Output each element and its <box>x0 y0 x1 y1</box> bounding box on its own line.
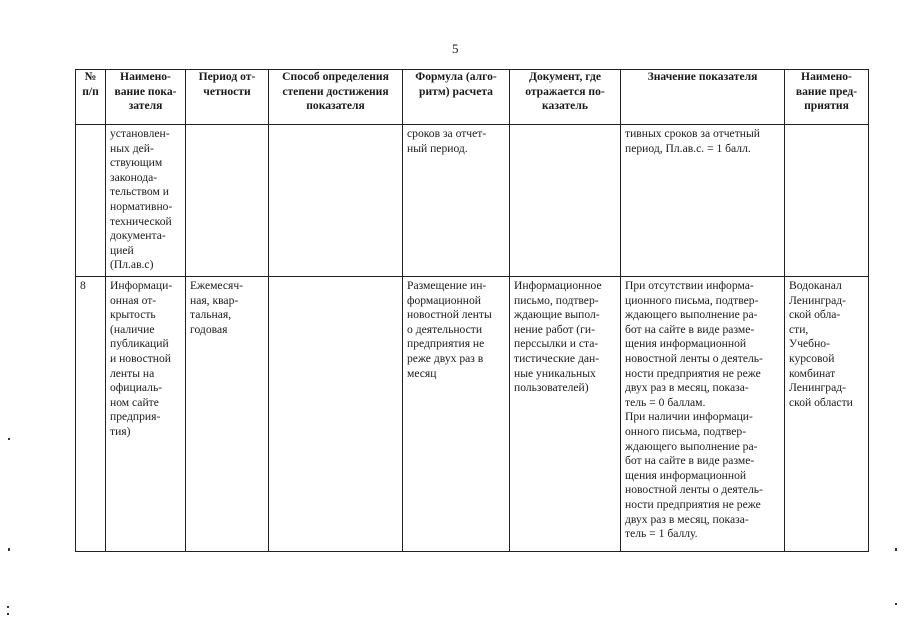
header-method: Способ определения степени достижения показателя <box>269 70 403 125</box>
cell-num <box>76 125 106 277</box>
header-num: № п/п <box>76 70 106 125</box>
cell-method <box>269 125 403 277</box>
header-formula: Формула (алго- ритм) расчета <box>403 70 510 125</box>
cell-num: 8 <box>76 277 106 552</box>
cell-period: Ежемесяч- ная, квар- тальная, годовая <box>186 277 269 552</box>
table-header-row <box>76 70 869 125</box>
scan-mark <box>8 438 10 440</box>
cell-document: Информационное письмо, подтвер- ждающие выпол- нение работ (ги- перссылки и ста- тистические дан- ные уникальных пользователей) <box>510 277 621 552</box>
table-row <box>76 125 869 277</box>
scan-mark <box>895 548 897 551</box>
header-name: Наимено- вание пока- зателя <box>106 70 186 125</box>
cell-formula: Размещение ин- формационной новостной ленты о деятельности предприятия не реже двух раз в месяц <box>403 277 510 552</box>
indicators-table <box>75 69 869 552</box>
header-period: Период от- четности <box>186 70 269 125</box>
cell-name: установлен- ных дей- ствующим законода- тельством и нормативно- технической документа- цией (Пл.ав.с) <box>106 125 186 277</box>
cell-value: тивных сроков за отчетный период, Пл.ав.с. = 1 балл. <box>621 125 785 277</box>
scan-mark <box>7 606 9 608</box>
cell-name: Информаци- онная от- крытость (наличие публикаций и новостной ленты на официаль- ном сайте предприя- тия) <box>106 277 186 552</box>
cell-enterprise: Водоканал Ленинград- ской обла- сти, Учебно- курсовой комбинат Ленинград- ской области <box>785 277 869 552</box>
cell-enterprise <box>785 125 869 277</box>
cell-period <box>186 125 269 277</box>
cell-value: При отсутствии информа- ционного письма, подтвер- ждающего выполнение ра- бот на сайте в виде разме- щения информационной новостной ленты о деятель- ности предприятия не реже двух раз в месяц, показа- тель = 0 баллам. При наличии информаци- онного письма, подтвер- ждающего выполнение ра- бот на сайте в виде разме- щения информационной новостной ленты о деятель- ности предприятия не реже двух раз в месяц, показа- тель = 1 баллу. <box>621 277 785 552</box>
page-number: 5 <box>452 41 459 56</box>
header-value: Значение показателя <box>621 70 785 125</box>
scan-mark <box>8 548 10 551</box>
scan-mark <box>895 603 897 605</box>
cell-method <box>269 277 403 552</box>
cell-formula: сроков за отчет- ный период. <box>403 125 510 277</box>
scan-mark <box>7 613 9 615</box>
cell-document <box>510 125 621 277</box>
header-document: Документ, где отражается по- казатель <box>510 70 621 125</box>
header-enterprise: Наимено- вание пред- приятия <box>785 70 869 125</box>
table-row <box>76 277 869 552</box>
